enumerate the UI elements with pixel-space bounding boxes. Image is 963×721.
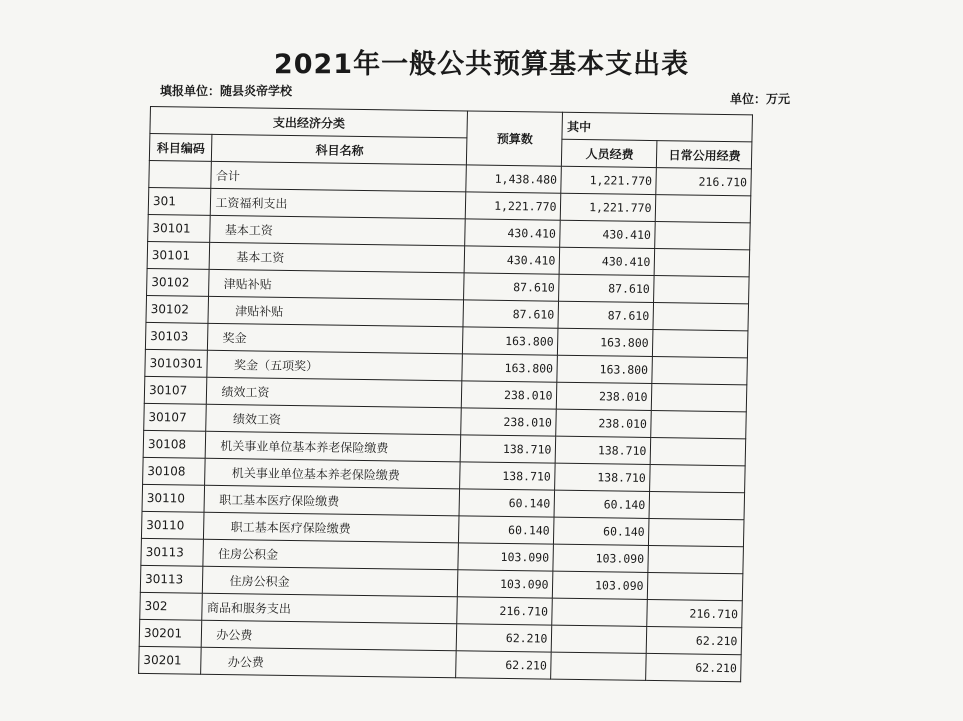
row-name-cell: 绩效工资 xyxy=(207,377,463,408)
header-among: 其中 xyxy=(562,112,753,142)
row-budget-cell: 103.090 xyxy=(458,543,554,571)
row-budget-cell: 1,221.770 xyxy=(466,192,562,220)
row-budget-cell: 1,438.480 xyxy=(466,165,562,193)
row-name-cell: 津贴补贴 xyxy=(208,296,464,327)
row-personnel-cell: 163.800 xyxy=(557,355,653,383)
row-personnel-cell: 1,221.770 xyxy=(561,166,657,194)
row-public-cell xyxy=(651,437,747,465)
row-code-cell xyxy=(149,160,212,188)
header-category: 支出经济分类 xyxy=(150,107,468,138)
row-code-cell: 30110 xyxy=(142,484,205,512)
row-personnel-cell: 103.090 xyxy=(553,571,649,599)
row-personnel-cell: 1,221.770 xyxy=(561,193,657,221)
row-public-cell: 216.710 xyxy=(647,599,743,627)
table-body xyxy=(139,160,752,681)
row-name-cell: 机关事业单位基本养老保险缴费 xyxy=(205,458,461,489)
row-public-cell xyxy=(652,384,748,412)
header-public: 日常公用经费 xyxy=(657,141,753,169)
row-code-cell: 30102 xyxy=(146,295,209,323)
row-code-cell: 30108 xyxy=(143,457,206,485)
row-budget-cell: 238.010 xyxy=(462,381,558,409)
header-code: 科目编码 xyxy=(149,133,212,161)
row-code-cell: 30201 xyxy=(139,646,202,674)
row-name-cell: 职工基本医疗保险缴费 xyxy=(204,485,460,516)
row-name-cell: 机关事业单位基本养老保险缴费 xyxy=(206,431,462,462)
row-name-cell: 奖金 xyxy=(208,323,464,354)
row-personnel-cell: 138.710 xyxy=(555,463,651,491)
row-public-cell xyxy=(648,545,744,573)
row-personnel-cell xyxy=(551,652,647,680)
row-code-cell: 30201 xyxy=(139,619,202,647)
row-public-cell xyxy=(650,464,746,492)
row-name-cell: 商品和服务支出 xyxy=(202,593,458,624)
row-code-cell: 3010301 xyxy=(145,349,208,377)
row-name-cell: 基本工资 xyxy=(210,242,466,273)
unit-label: 单位：万元 xyxy=(730,92,791,106)
header-name: 科目名称 xyxy=(212,134,468,165)
row-budget-cell: 238.010 xyxy=(461,408,557,436)
row-name-cell: 办公费 xyxy=(201,647,457,678)
row-budget-cell: 60.140 xyxy=(459,489,555,517)
row-personnel-cell: 238.010 xyxy=(556,409,652,437)
row-personnel-cell: 60.140 xyxy=(554,490,650,518)
budget-table-wrapper xyxy=(138,106,753,682)
row-budget-cell: 138.710 xyxy=(461,435,557,463)
row-budget-cell: 430.410 xyxy=(465,246,561,274)
row-personnel-cell: 430.410 xyxy=(560,220,656,248)
row-public-cell xyxy=(651,411,747,439)
header-personnel: 人员经费 xyxy=(562,139,658,167)
row-public-cell xyxy=(649,518,745,546)
row-personnel-cell: 430.410 xyxy=(560,247,656,275)
row-budget-cell: 163.800 xyxy=(462,354,558,382)
row-budget-cell: 62.210 xyxy=(456,651,552,679)
row-budget-cell: 103.090 xyxy=(458,570,554,598)
row-public-cell xyxy=(653,330,749,358)
row-personnel-cell: 87.610 xyxy=(558,301,654,329)
row-budget-cell: 87.610 xyxy=(463,300,559,328)
row-budget-cell: 60.140 xyxy=(459,516,555,544)
row-name-cell: 办公费 xyxy=(202,620,458,651)
row-budget-cell: 216.710 xyxy=(457,597,553,625)
row-code-cell: 30101 xyxy=(147,241,210,269)
row-code-cell: 30107 xyxy=(144,403,207,431)
row-name-cell: 工资福利支出 xyxy=(211,188,467,219)
row-personnel-cell: 163.800 xyxy=(558,328,654,356)
row-code-cell: 30102 xyxy=(147,268,210,296)
row-public-cell: 62.210 xyxy=(646,653,742,681)
row-code-cell: 30103 xyxy=(145,322,208,350)
row-personnel-cell: 103.090 xyxy=(553,544,649,572)
row-public-cell xyxy=(653,303,749,331)
row-public-cell xyxy=(649,491,745,519)
row-code-cell: 30108 xyxy=(143,430,206,458)
row-personnel-cell: 138.710 xyxy=(556,436,652,464)
row-personnel-cell: 87.610 xyxy=(559,274,655,302)
row-code-cell: 30113 xyxy=(141,538,204,566)
row-name-cell: 基本工资 xyxy=(210,215,466,246)
row-budget-cell: 87.610 xyxy=(464,273,560,301)
row-public-cell xyxy=(655,249,751,277)
header-budget: 预算数 xyxy=(467,111,563,166)
row-public-cell xyxy=(648,572,744,600)
row-public-cell xyxy=(656,195,752,223)
row-code-cell: 30107 xyxy=(144,376,207,404)
row-code-cell: 301 xyxy=(148,187,211,215)
row-name-cell: 合计 xyxy=(211,161,467,192)
row-personnel-cell xyxy=(552,625,648,653)
row-name-cell: 住房公积金 xyxy=(203,539,459,570)
row-public-cell: 62.210 xyxy=(647,626,743,654)
page-title: 2021年一般公共预算基本支出表 xyxy=(273,49,690,80)
row-name-cell: 奖金（五项奖） xyxy=(207,350,463,381)
row-public-cell xyxy=(652,357,748,385)
row-name-cell: 绩效工资 xyxy=(206,404,462,435)
row-public-cell xyxy=(654,276,750,304)
row-name-cell: 职工基本医疗保险缴费 xyxy=(204,512,460,543)
row-name-cell: 津贴补贴 xyxy=(209,269,465,300)
row-budget-cell: 430.410 xyxy=(465,219,561,247)
row-code-cell: 30101 xyxy=(148,214,211,242)
reporting-unit: 填报单位：随县炎帝学校 xyxy=(160,84,293,98)
row-code-cell: 30113 xyxy=(140,565,203,593)
row-public-cell: 216.710 xyxy=(656,168,752,196)
row-public-cell xyxy=(655,222,751,250)
row-name-cell: 住房公积金 xyxy=(203,566,459,597)
row-code-cell: 302 xyxy=(140,592,203,620)
budget-table xyxy=(138,106,753,682)
row-personnel-cell: 238.010 xyxy=(557,382,653,410)
row-personnel-cell: 60.140 xyxy=(554,517,650,545)
row-budget-cell: 163.800 xyxy=(463,327,559,355)
row-budget-cell: 62.210 xyxy=(457,624,553,652)
row-personnel-cell xyxy=(552,598,648,626)
row-code-cell: 30110 xyxy=(141,511,204,539)
row-budget-cell: 138.710 xyxy=(460,462,556,490)
